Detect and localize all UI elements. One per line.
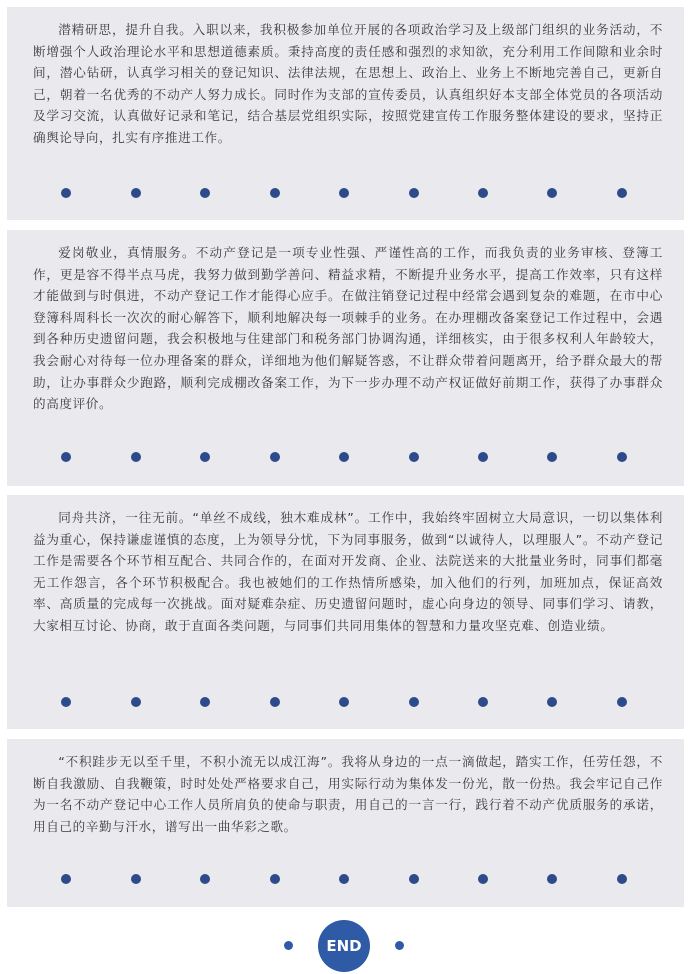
- dot-icon: [547, 697, 557, 707]
- dot-icon: [478, 874, 488, 884]
- dot-icon: [270, 874, 280, 884]
- dot-icon: [409, 874, 419, 884]
- dot-icon: [131, 188, 141, 198]
- dot-icon: [617, 188, 627, 198]
- section-card-3: [7, 495, 684, 729]
- dot-icon: [339, 452, 349, 462]
- end-marker: [0, 920, 692, 972]
- end-left-dot-icon: [284, 941, 293, 950]
- dot-icon: [200, 874, 210, 884]
- dot-icon: [547, 188, 557, 198]
- dot-icon: [131, 452, 141, 462]
- dot-icon: [270, 452, 280, 462]
- dot-icon: [339, 188, 349, 198]
- dot-icon: [61, 452, 71, 462]
- dot-icon: [409, 188, 419, 198]
- dot-icon: [270, 188, 280, 198]
- dot-icon: [478, 188, 488, 198]
- dot-icon: [61, 697, 71, 707]
- section-1-paragraph: 潜精研思，提升自我。入职以来，我积极参加单位开展的各项政治学习及上级部门组织的业务活动，不断增强个人政治理论水平和思想道德素质。秉持高度的责任感和强烈的求知欲，充分利用工作间隙和业余时间，潜心钻研，认真学习相关的登记知识、法律法规，在思想上、政治上、业务上不断地完善自己，更新自己，朝着一名优秀的不动产人努力成长。同时作为支部的宣传委员，认真组织好本支部全体党员的各项活动及学习交流，认真做好记录和笔记，结合基层党组织实际，按照党建宣传工作服务整体建设的要求，坚持正确舆论导向，扎实有序推进工作。: [33, 22, 663, 145]
- dot-icon: [131, 874, 141, 884]
- dot-icon: [617, 697, 627, 707]
- dot-icon: [339, 874, 349, 884]
- dot-icon: [61, 874, 71, 884]
- section-3-paragraph: 同舟共济，一往无前。“单丝不成线，独木难成林”。工作中，我始终牢固树立大局意识，一切以集体利益为重心，保持谦虚谨慎的态度，上为领导分忧，下为同事服务，做到“以诚待人，以理服人”。不动产登记工作是需要各个环节相互配合、共同合作的，在面对开发商、企业、法院送来的大批量业务时，同事们都毫无工作怨言，各个环节积极配合。我也被她们的工作热情所感染，加入他们的行列，加班加点，保证高效率、高质量的完成每一次挑战。面对疑难杂症、历史遗留问题时，虚心向身边的领导、同事们学习、请教，大家相互讨论、协商，敢于直面各类问题，与同事们共同用集体的智慧和力量攻坚克难、创造业绩。: [33, 510, 663, 633]
- dot-icon: [617, 874, 627, 884]
- end-badge: END: [318, 920, 370, 972]
- dot-icon: [409, 452, 419, 462]
- dot-icon: [547, 452, 557, 462]
- dot-divider-2: [7, 452, 684, 462]
- dot-divider-3: [7, 697, 684, 707]
- dot-icon: [200, 188, 210, 198]
- section-card-1: [7, 7, 684, 220]
- section-4-paragraph: “不积跬步无以至千里，不积小流无以成江海”。我将从身边的一点一滴做起，踏实工作，任劳任怨，不断自我激励、自我鞭策，时时处处严格要求自己，用实际行动为集体发一份光，散一份热。我会牢记自己作为一名不动产登记中心工作人员所肩负的使命与职责，用自己的一言一行，践行着不动产优质服务的承诺，用自己的辛勤与汗水，谱写出一曲华彩之歌。: [33, 754, 663, 834]
- dot-icon: [339, 697, 349, 707]
- dot-icon: [200, 697, 210, 707]
- section-card-2: [7, 230, 684, 486]
- dot-icon: [270, 697, 280, 707]
- dot-icon: [478, 452, 488, 462]
- dot-divider-1: [7, 188, 684, 198]
- section-2-paragraph: 爱岗敬业，真情服务。不动产登记是一项专业性强、严谨性高的工作，而我负责的业务审核、登簿工作，更是容不得半点马虎，我努力做到勤学善问、精益求精，不断提升业务水平，提高工作效率，只有这样才能做到与时俱进，不动产登记工作才能得心应手。在做注销登记过程中经常会遇到复杂的难题，在市中心登簿科周科长一次次的耐心解答下，顺利地解决每一项棘手的业务。在办理棚改备案登记工作过程中，会遇到各种历史遗留问题，我会积极地与住建部门和税务部门协调沟通，详细核实，由于很多权利人年龄较大，我会耐心对待每一位办理备案的群众，详细地为他们解疑答惑，不让群众带着问题离开，给予群众最大的帮助，让办事群众少跑路，顺利完成棚改备案工作，为下一步办理不动产权证做好前期工作，获得了办事群众的高度评价。: [33, 245, 663, 412]
- section-card-4: [7, 739, 684, 907]
- dot-icon: [617, 452, 627, 462]
- end-right-dot-icon: [395, 941, 404, 950]
- dot-icon: [547, 874, 557, 884]
- dot-divider-4: [7, 874, 684, 884]
- dot-icon: [61, 188, 71, 198]
- dot-icon: [409, 697, 419, 707]
- dot-icon: [478, 697, 488, 707]
- dot-icon: [200, 452, 210, 462]
- dot-icon: [131, 697, 141, 707]
